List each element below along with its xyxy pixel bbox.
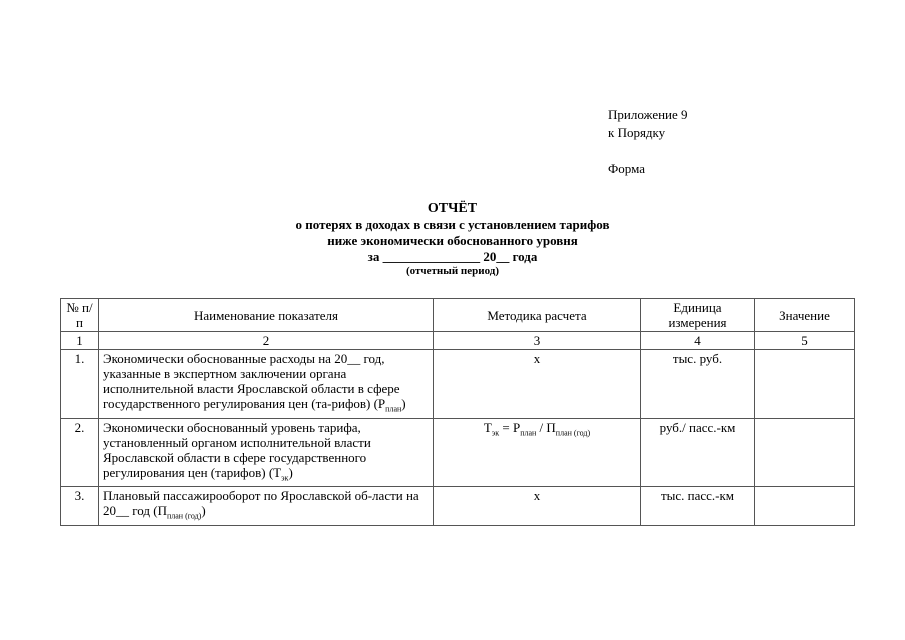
row-number: 3. (61, 487, 99, 526)
indicator-name-text: Экономически обоснованный уровень тарифа, установленный органом исполнительной власти Ярославской области в сфере государственного регулирования цен (тарифов) (Т (103, 419, 371, 480)
column-number: 5 (755, 332, 855, 350)
report-period-line: за _______________ 20__ года (367, 249, 538, 264)
column-number: 4 (641, 332, 755, 350)
indicator-name-subscript: эк (281, 473, 289, 483)
form-label: Форма (608, 161, 645, 176)
report-title-block (0, 200, 905, 278)
calc-method: х (434, 350, 641, 419)
report-title: ОТЧЁТ (427, 201, 478, 216)
report-period-note: (отчетный период) (405, 265, 499, 277)
formula-eq: = Р (499, 419, 521, 435)
unit-of-measure: тыс. пасс.-км (641, 487, 755, 526)
formula-pp-subscript: план (год) (555, 428, 591, 438)
header-num: № п/п (61, 299, 99, 332)
table-row (61, 487, 855, 526)
formula-t: Т (483, 419, 492, 435)
indicator-name-subscript: план (год) (166, 511, 202, 521)
indicator-name-end: ) (201, 503, 206, 519)
calc-method: х (434, 487, 641, 526)
appendix-reference: к Порядку (608, 125, 666, 140)
value-cell[interactable] (755, 487, 855, 526)
header-method: Методика расчета (434, 299, 641, 332)
table-row (61, 418, 855, 487)
unit-of-measure: тыс. руб. (641, 350, 755, 419)
column-number: 2 (99, 332, 434, 350)
indicator-name (99, 418, 434, 487)
indicator-name (99, 487, 434, 526)
report-table (60, 298, 855, 526)
indicator-name-end: ) (401, 396, 406, 411)
header-name: Наименование показателя (99, 299, 434, 332)
formula-t-subscript: эк (491, 428, 500, 438)
indicator-name (99, 350, 434, 419)
value-cell[interactable] (755, 350, 855, 419)
column-number: 1 (61, 332, 99, 350)
appendix-number: Приложение 9 (608, 107, 688, 122)
calc-method-formula (434, 418, 641, 487)
formula-div: / П (536, 419, 556, 435)
header-unit: Единица измерения (641, 299, 755, 332)
appendix-header (608, 106, 688, 142)
indicator-name-text: Экономически обоснованные расходы на 20__ год, указанные в экспертном заключении органа исполнительной власти Ярославской области в сфере государственного регулирования цен (та-рифов) (Р (103, 351, 400, 411)
indicator-name-subscript: план (385, 404, 402, 414)
column-number-row (61, 332, 855, 350)
indicator-name-end: ) (288, 464, 293, 480)
report-subtitle-line-1: о потерях в доходах в связи с установлением тарифов (295, 217, 610, 232)
report-subtitle-line-2: ниже экономически обоснованного уровня (327, 233, 578, 248)
header-value: Значение (755, 299, 855, 332)
value-cell[interactable] (755, 418, 855, 487)
row-number: 1. (61, 350, 99, 419)
table-row (61, 350, 855, 419)
row-number: 2. (61, 418, 99, 487)
formula-p-subscript: план (520, 428, 537, 438)
column-number: 3 (434, 332, 641, 350)
indicator-name-text: Плановый пассажирооборот по Ярославской об-ласти на 20__ год (П (103, 488, 419, 519)
table-header-row (61, 299, 855, 332)
unit-of-measure: руб./ пасс.-км (641, 418, 755, 487)
